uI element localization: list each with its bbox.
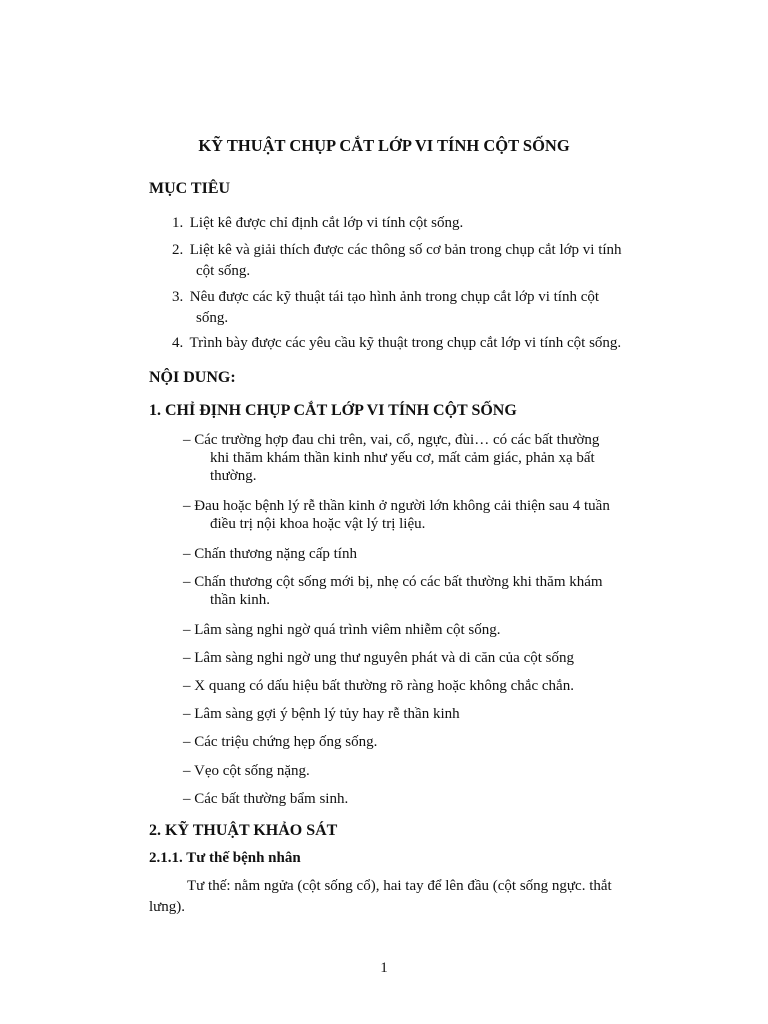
objective-number: 2. <box>172 242 184 258</box>
objective-text: Trình bày được các yêu cầu kỹ thuật trong chụp cắt lớp vi tính cột sống. <box>189 335 622 351</box>
objective-number: 3. <box>172 289 184 305</box>
objective-item <box>172 240 669 282</box>
objective-number: 1. <box>172 215 184 231</box>
indication-continuation: khi thăm khám thần kinh như yếu cơ, mất cảm giác, phản xạ bất <box>210 450 595 466</box>
indication-item <box>183 677 669 695</box>
indication-item <box>183 621 669 639</box>
dash-bullet: – <box>183 734 191 750</box>
indication-item <box>183 497 669 533</box>
position-paragraph <box>149 876 669 918</box>
indication-text: Các bất thường bẩm sinh. <box>194 791 349 807</box>
dash-bullet: – <box>183 498 191 514</box>
section-1-heading: 1. CHỈ ĐỊNH CHỤP CẮT LỚP VI TÍNH CỘT SỐNG <box>149 402 517 419</box>
indication-text: Các trường hợp đau chi trên, vai, cổ, ngực, đùi… có các bất thường <box>194 432 600 448</box>
objective-continuation: cột sống. <box>196 263 251 279</box>
dash-bullet: – <box>183 763 191 779</box>
dash-bullet: – <box>183 432 191 448</box>
indication-item <box>183 431 669 485</box>
content-heading: NỘI DUNG: <box>149 369 236 386</box>
indication-continuation: thần kinh. <box>210 592 270 608</box>
document-title: KỸ THUẬT CHỤP CẮT LỚP VI TÍNH CỘT SỐNG <box>198 136 570 155</box>
dash-bullet: – <box>183 791 191 807</box>
paragraph-line: lưng). <box>149 899 186 915</box>
indication-text: Các triệu chứng hẹp ống sống. <box>194 734 378 750</box>
objectives-heading: MỤC TIÊU <box>149 180 231 197</box>
objective-text: Liệt kê và giải thích được các thông số cơ bản trong chụp cắt lớp vi tính <box>189 242 622 258</box>
dash-bullet: – <box>183 678 191 694</box>
dash-bullet: – <box>183 622 191 638</box>
objective-item <box>172 213 669 234</box>
indication-text: X quang có dấu hiệu bất thường rõ ràng hoặc không chắc chắn. <box>194 678 574 694</box>
objective-text: Liệt kê được chỉ định cắt lớp vi tính cột sống. <box>189 215 464 231</box>
indication-continuation: thường. <box>210 468 257 484</box>
objective-item <box>172 333 669 354</box>
dash-bullet: – <box>183 574 191 590</box>
objective-number: 4. <box>172 335 184 351</box>
indication-item <box>183 573 669 609</box>
dash-bullet: – <box>183 706 191 722</box>
indication-item <box>183 545 669 563</box>
section-2-heading: 2. KỸ THUẬT KHẢO SÁT <box>149 822 338 839</box>
paragraph-line: Tư thế: nằm ngửa (cột sống cổ), hai tay để lên đầu (cột sống ngực. thắt <box>187 878 612 894</box>
indication-text: Chấn thương cột sống mới bị, nhẹ có các bất thường khi thăm khám <box>194 574 603 590</box>
section-2-1-1-heading: 2.1.1. Tư thế bệnh nhân <box>149 850 301 866</box>
objective-item <box>172 287 669 329</box>
indication-text: Chấn thương nặng cấp tính <box>194 546 357 562</box>
indication-text: Lâm sàng nghi ngờ ung thư nguyên phát và di căn của cột sống <box>194 650 574 666</box>
indication-item <box>183 705 669 723</box>
indication-text: Lâm sàng nghi ngờ quá trình viêm nhiễm cột sống. <box>194 622 501 638</box>
indication-continuation: điều trị nội khoa hoặc vật lý trị liệu. <box>210 516 426 532</box>
page-number: 1 <box>380 960 388 976</box>
indication-text: Lâm sàng gợi ý bệnh lý tủy hay rễ thần kinh <box>194 706 460 722</box>
indication-item <box>183 733 669 751</box>
indication-text: Đau hoặc bệnh lý rễ thần kinh ở người lớn không cải thiện sau 4 tuần <box>194 498 610 514</box>
indication-text: Vẹo cột sống nặng. <box>193 763 310 779</box>
indication-item <box>183 790 669 808</box>
indication-item <box>183 762 669 780</box>
dash-bullet: – <box>183 546 191 562</box>
objective-text: Nêu được các kỹ thuật tái tạo hình ảnh trong chụp cắt lớp vi tính cột <box>189 289 600 305</box>
objective-continuation: sống. <box>196 310 229 326</box>
indication-item <box>183 649 669 667</box>
dash-bullet: – <box>183 650 191 666</box>
